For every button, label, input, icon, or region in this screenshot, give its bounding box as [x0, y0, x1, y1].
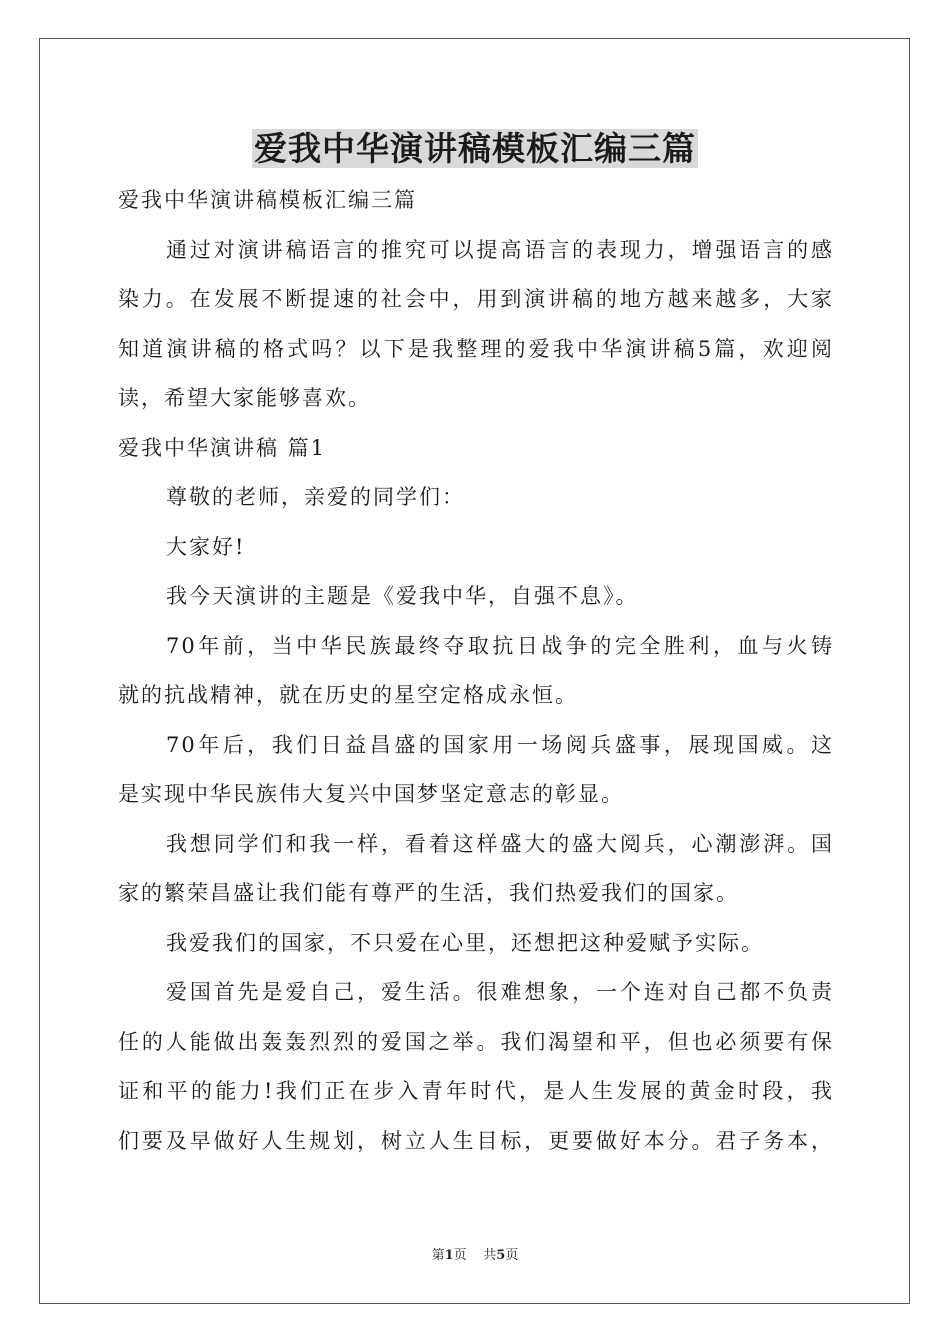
paragraph-line: 我爱我们的国家，不只爱在心里，还想把这种爱赋予实际。: [166, 930, 764, 955]
document-body: [118, 176, 834, 1166]
paragraph-line: 通过对演讲稿语言的推究可以提高语言的表现力，增强语言的感: [166, 237, 834, 262]
footer-total-pages: 5: [496, 1248, 506, 1263]
footer-page-prefix: 第: [431, 1248, 445, 1263]
footer-total-prefix: 共: [483, 1248, 497, 1263]
document-title-text: 爱我中华演讲稿模板汇编三篇: [254, 129, 696, 168]
paragraph-line: 大家好!: [166, 534, 246, 559]
document-subtitle: 爱我中华演讲稿模板汇编三篇: [118, 188, 417, 212]
paragraph-line: 70年后，我们日益昌盛的国家用一场阅兵盛事，展现国威。这: [166, 732, 834, 757]
paragraph-line: 爱国首先是爱自己，爱生活。很难想象，一个连对自己都不负责: [166, 980, 834, 1004]
paragraph-line: 们要及早做好人生规划，树立人生目标，更要做好本分。君子务本，: [118, 1128, 834, 1153]
paragraph-line: 染力。在发展不断提速的社会中，用到演讲稿的地方越来越多，大家: [118, 287, 834, 311]
page-footer: [0, 1247, 950, 1265]
section-heading: 爱我中华演讲稿 篇1: [118, 435, 327, 460]
paragraph-line: 证和平的能力!我们正在步入青年时代，是人生发展的黄金时段，我: [118, 1079, 834, 1103]
footer-page-suffix: 页: [453, 1248, 467, 1263]
paragraph-line: 就的抗战精神，就在历史的星空定格成永恒。: [118, 683, 578, 707]
document-title: [0, 126, 950, 172]
paragraph-line: 尊敬的老师，亲爱的同学们：: [166, 485, 465, 509]
paragraph-line: 知道演讲稿的格式吗？以下是我整理的爱我中华演讲稿5篇，欢迎阅: [118, 336, 834, 361]
paragraph-line: 是实现中华民族伟大复兴中国梦坚定意志的彰显。: [118, 782, 624, 806]
footer-total-suffix: 页: [505, 1248, 519, 1263]
paragraph-line: 读，希望大家能够喜欢。: [118, 386, 371, 410]
paragraph-line: 70年前，当中华民族最终夺取抗日战争的完全胜利，血与火铸: [166, 633, 834, 658]
paragraph-line: 家的繁荣昌盛让我们能有尊严的生活，我们热爱我们的国家。: [118, 881, 739, 905]
paragraph-line: 我今天演讲的主题是《爱我中华，自强不息》。: [166, 584, 639, 608]
paragraph-line: 任的人能做出轰轰烈烈的爱国之举。我们渴望和平，但也必须要有保: [118, 1029, 834, 1054]
footer-page-number: 1: [444, 1248, 454, 1263]
paragraph-line: 我想同学们和我一样，看着这样盛大的盛大阅兵，心潮澎湃。国: [166, 831, 834, 856]
